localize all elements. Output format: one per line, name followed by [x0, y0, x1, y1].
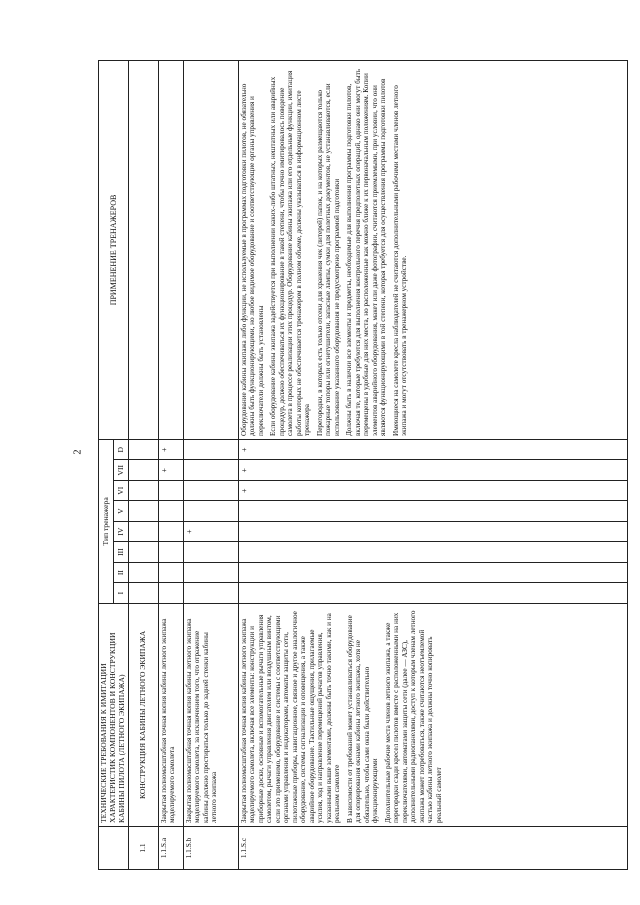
type-col-iv: IV [114, 521, 129, 541]
section-title: КОНСТРУКЦИЯ КАБИНЫ ЛЕТНОГО ЭКИПАЖА [129, 603, 159, 826]
requirement-paragraph: Закрытая полномасштабная точная копия кабины летного экипажа моделируемого самолета, включая все элементы: конструкции и приборные доски, основные и вспомогательные рычаги управления самолетом, рычаги управления двигателем или воздушным винтом, если это применимо, оборудование и системы с соответствующими органами управления и индикаторами, автоматы защиты сети, пилотажные приборы, навигационное, связное и другое аналогичное оборудование, системы сигнализации и оповещения, а также аварийное оборудование. Тактильные ощущения, прилагаемые усилия, ход и направление перемещений рычагов управления, указанными выше элементами, должны быть точно такими, как и на реальном самолете [240, 611, 342, 823]
mark-cell [184, 480, 239, 500]
section-row [129, 61, 159, 870]
header-row [99, 61, 114, 870]
requirements-table [98, 60, 628, 870]
section-application-cell [129, 61, 159, 440]
mark-cell: + [239, 439, 628, 460]
requirement-paragraph: Закрытая полномасштабная точная копия кабины летного экипажа моделируемого самолета [160, 618, 177, 823]
type-col-d: D [114, 439, 129, 460]
mark-cell [184, 501, 239, 521]
mark-cell [184, 439, 239, 460]
row-application [184, 61, 239, 440]
row-code: 1.1.S.a [159, 827, 184, 870]
application-paragraph: Должны быть в наличии все элементы и предметы, необходимые для выполнения программы подготовки пилотов, включая те, которые требуются для выполнения контрольного перечня предполетных операций, однако они могут быть перемещены в удобные для них места, но расположенные как можно ближе к их первоначальным положениям. Копии элементов аварийного оборудования, макет или даже фотографии, считаются приемлемыми, при условии, что они являются функционирующими в той степени, которая требуется для осуществления программы подготовки пилотов [345, 68, 388, 436]
requirement-paragraph: Закрытая полномасштабная точная копия кабины летного экипажа моделируемого самолета, за исключением того, что отражение кабины должно простираться только до задней стенки кабины летного экипажа [185, 618, 219, 823]
mark-cell: + [184, 521, 239, 541]
header-requirements: ТЕХНИЧЕСКИЕ ТРЕБОВАНИЯ К ИМИТАЦИИ ХАРАКТЕРИСТИК КОМПОНЕНТОВ И КОНСТРУКЦИИ КАБИНЫ ПИЛОТА (ЛЕТНОГО ЭКИПАЖА) [99, 603, 129, 826]
requirement-paragraph: В зависимости от требований может устанавливаться оборудование для опорирования окнами кабины летного экипажа, хотя не обязательно, чтобы сами окна были действительно функционирующими [345, 615, 380, 823]
section-code: 1.1 [129, 827, 159, 870]
mark-cell: + [239, 460, 628, 480]
mark-cell [239, 501, 628, 521]
mark-cell: + [159, 439, 184, 460]
mark-cell [184, 542, 239, 562]
type-col-vi: VI [114, 480, 129, 500]
mark-cell [159, 562, 184, 582]
mark-cell [239, 562, 628, 582]
application-paragraph: Имеющиеся на самолете кресла наблюдателей не считаются дополнительными рабочими местами членов летного экипажа и могут отсутствовать в тренажерном устройстве. [391, 85, 409, 436]
row-requirement [184, 603, 239, 826]
mark-cell [239, 542, 628, 562]
header-trainer-type: Тип тренажера [99, 439, 114, 603]
page-number: 2 [72, 449, 84, 455]
row-requirement [159, 603, 184, 826]
mark-cell [159, 521, 184, 541]
application-paragraph: Перегородки, в которых есть только отсеки для хранения чек (литерей) папок, и на которых размещаются только пожарные топоры или огнетушители, запасные лампы, сумки для полетных документов, не устанавливаются, если использование указанного оборудования не предусмотрено программой подготовки [315, 83, 341, 436]
rotated-table-wrapper [98, 60, 628, 870]
row-application [239, 61, 628, 440]
row-code: 1.1.S.c [239, 827, 628, 870]
mark-cell [159, 480, 184, 500]
row-code: 1.1.S.b [184, 827, 239, 870]
table-row [159, 61, 184, 870]
mark-cell [159, 583, 184, 603]
mark-cell [159, 501, 184, 521]
type-col-vii: VII [114, 460, 129, 480]
requirement-paragraph: Дополнительные рабочие места членов летного экипажа, а также перегородки сзади кресел пилотов вместе с расположенными на них переключателями, автоматами защиты сети (далее — АЗС), дополнительными радиопанелями, доступ к которым членам летного экипажа может потребоваться, также считаются неотъемлемой частью кабины летного экипажа и должны точно копировать реальный самолет [383, 610, 443, 823]
type-col-ii: II [114, 562, 129, 582]
mark-cell [184, 460, 239, 480]
mark-cell [239, 583, 628, 603]
mark-cell [239, 521, 628, 541]
header-application: ПРИМЕНЕНИЕ ТРЕНАЖЕРОВ [99, 61, 129, 440]
type-col-i: I [114, 583, 129, 603]
application-paragraph: Оборудование кабины экипажа либо функции, не используемые в программах подготовки пилотов, не обязательно должны быть функционирующими, но любое видимое оборудование и соответствующие органы управления и переключатели должны быть установлены [240, 83, 265, 436]
mark-cell [159, 542, 184, 562]
mark-cell [184, 583, 239, 603]
table-row [184, 61, 239, 870]
mark-cell [184, 562, 239, 582]
row-requirement [239, 603, 628, 826]
header-blank-cell [99, 827, 129, 870]
type-col-iii: III [114, 542, 129, 562]
mark-cell: + [159, 460, 184, 480]
table-row [239, 61, 628, 870]
mark-cell: + [239, 480, 628, 500]
row-application [159, 61, 184, 440]
type-col-v: V [114, 501, 129, 521]
application-paragraph: Если оборудование кабины экипажа задействуется при выполнении каких-либо штатных, нештатных или аварийных процедур, должно обеспечиваться их функционирование в такой степени, чтобы точно имитировалось поведение самолета в процессе реализации этих процедур. Оборудование кабины экипажа или его отдельные функции, имитация работы которых не обеспечивается тренажером в полном объеме, должны указываться в информационном листе тренажера [269, 70, 312, 436]
